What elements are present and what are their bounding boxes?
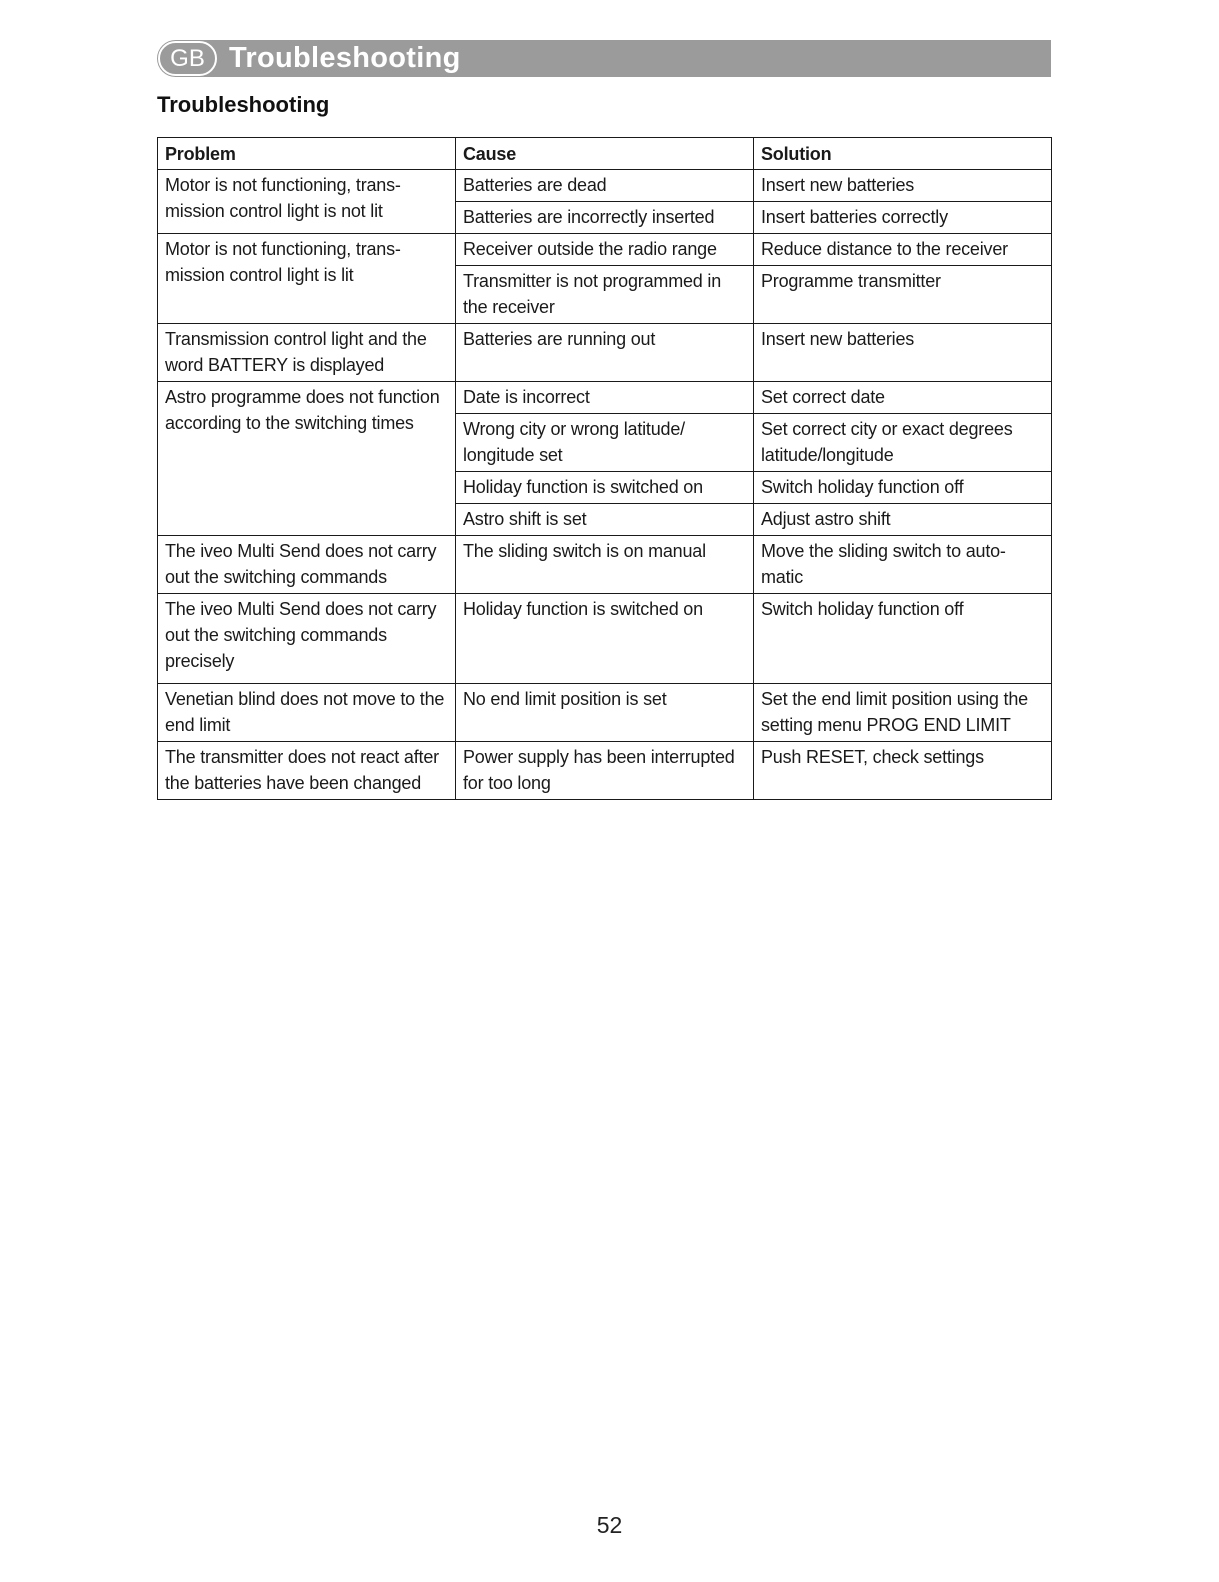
problem-cell: The iveo Multi Send does not carry out the switching commands precisely: [158, 594, 456, 684]
header-solution: Solution: [754, 138, 1052, 170]
cause-cell: Batteries are dead: [456, 170, 754, 202]
table-row: [158, 170, 1052, 202]
problem-cell: The transmitter does not react after the batteries have been changed: [158, 742, 456, 800]
solution-cell: Set the end limit position using the setting menu PROG END LIMIT: [754, 684, 1052, 742]
cause-cell: Transmitter is not programmed in the receiver: [456, 266, 754, 324]
troubleshooting-table: [157, 137, 1052, 800]
cause-cell: Batteries are running out: [456, 324, 754, 382]
solution-cell: Set correct city or exact degrees latitude/longitude: [754, 414, 1052, 472]
cause-cell: No end limit position is set: [456, 684, 754, 742]
solution-cell: Programme transmitter: [754, 266, 1052, 324]
problem-cell: Astro programme does not function according to the switching times: [158, 382, 456, 536]
cause-cell: Astro shift is set: [456, 504, 754, 536]
table-row: [158, 684, 1052, 742]
problem-cell: Venetian blind does not move to the end limit: [158, 684, 456, 742]
problem-cell: Motor is not functioning, trans- mission control light is lit: [158, 234, 456, 324]
cause-cell: Wrong city or wrong latitude/ longitude set: [456, 414, 754, 472]
solution-cell: Move the sliding switch to auto- matic: [754, 536, 1052, 594]
cause-cell: Receiver outside the radio range: [456, 234, 754, 266]
header-title: Troubleshooting: [229, 42, 461, 74]
solution-cell: Switch holiday function off: [754, 472, 1052, 504]
cause-cell: Power supply has been interrupted for too long: [456, 742, 754, 800]
header-cause: Cause: [456, 138, 754, 170]
language-badge: GB: [158, 41, 217, 76]
solution-cell: Insert new batteries: [754, 170, 1052, 202]
solution-cell: Insert new batteries: [754, 324, 1052, 382]
cause-cell: Date is incorrect: [456, 382, 754, 414]
solution-cell: Switch holiday function off: [754, 594, 1052, 684]
cause-cell: Batteries are incorrectly inserted: [456, 202, 754, 234]
header-problem: Problem: [158, 138, 456, 170]
table-row: [158, 536, 1052, 594]
problem-cell: Motor is not functioning, trans- mission control light is not lit: [158, 170, 456, 234]
solution-cell: Set correct date: [754, 382, 1052, 414]
cause-cell: The sliding switch is on manual: [456, 536, 754, 594]
section-title: Troubleshooting: [157, 92, 330, 117]
table-row: [158, 594, 1052, 684]
table-row: [158, 324, 1052, 382]
table-header-row: [158, 138, 1052, 170]
cause-cell: Holiday function is switched on: [456, 472, 754, 504]
problem-cell: Transmission control light and the word BATTERY is displayed: [158, 324, 456, 382]
solution-cell: Reduce distance to the receiver: [754, 234, 1052, 266]
cause-cell: Holiday function is switched on: [456, 594, 754, 684]
table-row: [158, 382, 1052, 414]
page-number: 52: [596, 1512, 623, 1538]
table-row: [158, 742, 1052, 800]
solution-cell: Push RESET, check settings: [754, 742, 1052, 800]
table-row: [158, 234, 1052, 266]
solution-cell: Insert batteries correctly: [754, 202, 1052, 234]
solution-cell: Adjust astro shift: [754, 504, 1052, 536]
problem-cell: The iveo Multi Send does not carry out the switching commands: [158, 536, 456, 594]
